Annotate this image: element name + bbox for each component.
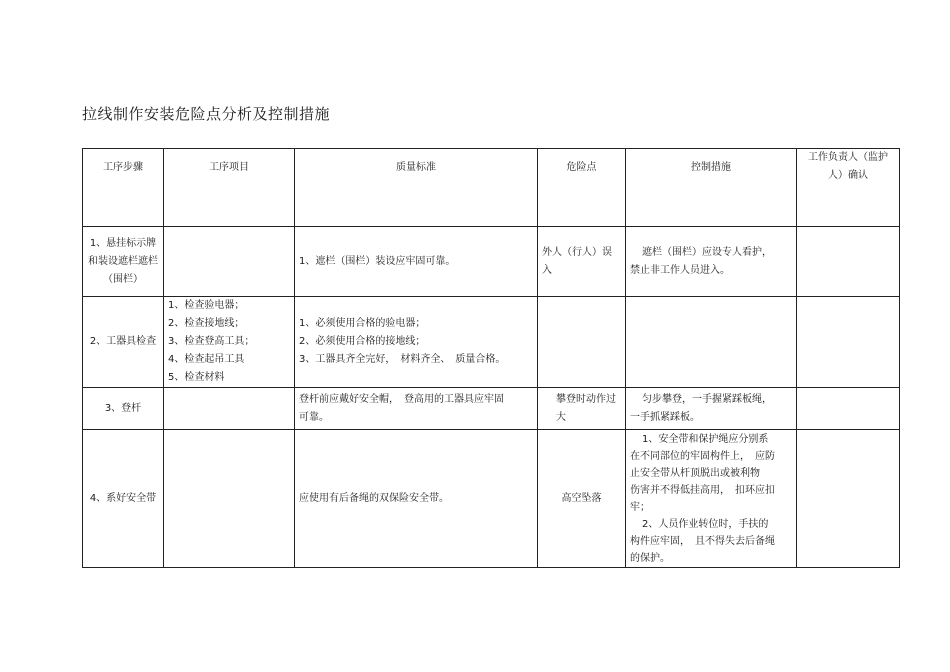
measure-line: 2、人员作业转位时，手扶的: [642, 518, 769, 530]
item-line: 3、检查登高工具；: [168, 336, 255, 347]
step-cell: 2、工器具检查: [83, 297, 164, 388]
risk-analysis-table: [82, 148, 900, 568]
item-line: 4、检查起吊工具: [168, 354, 245, 365]
table-row: [83, 430, 900, 568]
hazard-cell: 高空坠落: [538, 430, 626, 568]
header-item: 工序项目: [164, 149, 295, 227]
hazard-cell: [538, 388, 626, 430]
measure-line: 伤害并不得低挂高用， 扣环应扣: [630, 484, 775, 496]
hazard-text: 攀登时动作过大: [556, 393, 616, 423]
item-line: 2、检查接地线；: [168, 318, 245, 329]
item-cell: [164, 227, 295, 297]
owner-cell: [797, 388, 900, 430]
standard-cell: [295, 227, 538, 297]
measure-line: 构件应牢固， 且不得失去后备绳: [630, 535, 775, 547]
measure-cell: [626, 227, 797, 297]
item-cell: [164, 388, 295, 430]
table-row: [83, 297, 900, 388]
measure-line: 匀步攀登，一手握紧踩板绳，: [642, 393, 772, 405]
measure-line: 在不同部位的牢固构件上， 应防: [630, 450, 775, 462]
measure-line: 止安全带从杆顶脱出或被利物: [630, 467, 760, 479]
header-hazard: 危险点: [538, 149, 626, 227]
step-cell: 3、登杆: [83, 388, 164, 430]
measure-line: 禁止非工作人员进入。: [630, 264, 730, 276]
owner-cell: [797, 227, 900, 297]
measure-line: 牢；: [630, 501, 650, 513]
owner-cell: [797, 430, 900, 568]
standard-line: 1、必须使用合格的验电器；: [299, 318, 426, 329]
table-header-row: [83, 149, 900, 227]
standard-line: 1、遮栏（围栏）装设应牢固可靠。: [299, 255, 456, 267]
document-title: 拉线制作安装危险点分析及控制措施: [82, 105, 331, 123]
item-cell: [164, 430, 295, 568]
header-step: 工序步骤: [83, 149, 164, 227]
step-cell: 4、系好安全带: [83, 430, 164, 568]
item-cell: [164, 297, 295, 388]
standard-line: 2、必须使用合格的接地线；: [299, 336, 426, 347]
standard-line: 可靠。: [299, 411, 329, 423]
table-row: [83, 388, 900, 430]
measure-cell: [626, 388, 797, 430]
step-cell: 1、悬挂标示牌和装设遮栏遮栏（围栏）: [83, 227, 164, 297]
hazard-cell: 外人（行人）误入: [538, 227, 626, 297]
standard-line: 登杆前应戴好安全帽， 登高用的工器具应牢固: [299, 393, 504, 405]
measure-line: 遮栏（围栏）应设专人看护，: [642, 246, 772, 258]
measure-line: 一手抓紧踩板。: [630, 411, 700, 423]
table-row: [83, 227, 900, 297]
header-owner: 工作负责人（监护人）确认: [797, 149, 900, 227]
measure-cell: [626, 430, 797, 568]
standard-cell: [295, 430, 538, 568]
header-standard: 质量标准: [295, 149, 538, 227]
measure-line: 的保护。: [630, 552, 670, 564]
standard-line: 应使用有后备绳的双保险安全带。: [299, 492, 449, 504]
standard-line: 3、工器具齐全完好， 材料齐全、 质量合格。: [299, 354, 506, 365]
owner-cell: [797, 297, 900, 388]
item-line: 5、检查材料: [168, 372, 225, 383]
measure-cell: [626, 297, 797, 388]
header-measure: 控制措施: [626, 149, 797, 227]
standard-cell: [295, 388, 538, 430]
hazard-cell: [538, 297, 626, 388]
measure-line: 1、安全带和保护绳应分别系: [642, 433, 769, 445]
standard-cell: [295, 297, 538, 388]
item-line: 1、检查验电器；: [168, 300, 245, 311]
